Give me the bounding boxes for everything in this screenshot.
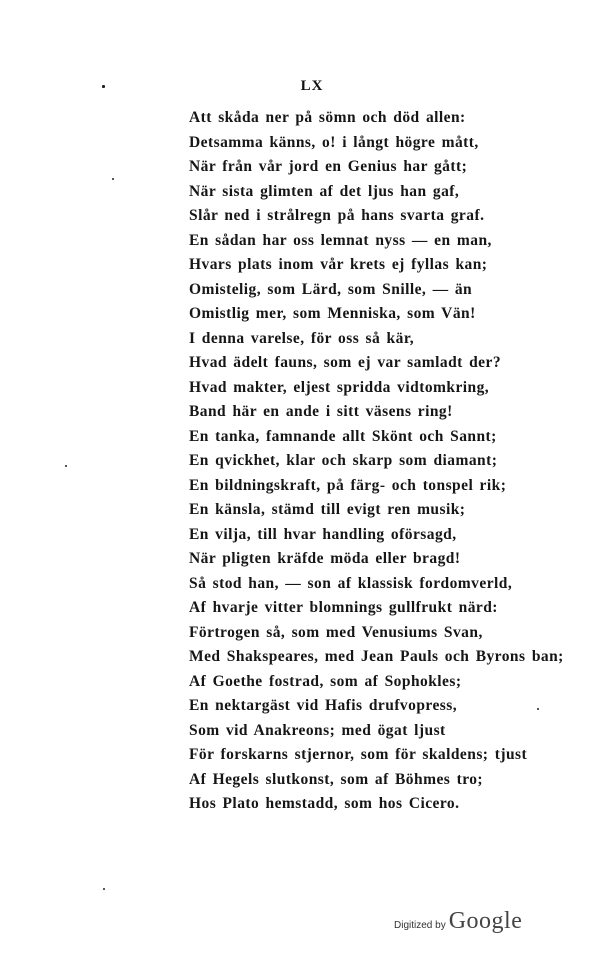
poem-line: När sista glimten af det ljus han gaf, <box>189 182 460 200</box>
poem-line: För forskarns stjernor, som för skaldens; tjust <box>189 746 528 763</box>
poem-line: Med Shakspeares, med Jean Pauls och Byrons ban; <box>189 648 564 665</box>
poem-line: Af Goethe fostrad, som af Sophokles; <box>189 672 462 690</box>
poem-line: Att skåda ner på sömn och död allen: <box>189 109 466 126</box>
poem-line: Hvad ädelt fauns, som ej var samladt der? <box>189 354 502 371</box>
page-number: LX <box>300 78 324 94</box>
poem-line: Som vid Anakreons; med ögat ljust <box>189 721 446 739</box>
poem-line: Omistlig mer, som Menniska, som Vän! <box>189 305 476 322</box>
scan-speck <box>112 178 114 180</box>
poem-line: Hos Plato hemstadd, som hos Cicero. <box>189 795 460 812</box>
poem-line: Slår ned i strålregn på hans svarta graf. <box>189 207 485 224</box>
poem-line: En qvickhet, klar och skarp som diamant; <box>189 452 498 469</box>
google-logo: Google <box>448 908 523 934</box>
poem-line: Hvars plats inom vår krets ej fyllas kan; <box>189 256 488 273</box>
scan-speck <box>537 708 539 710</box>
poem-line: Af hvarje vitter blomnings gullfrukt närd: <box>189 599 498 616</box>
poem-line: Förtrogen så, som med Venusiums Svan, <box>189 623 483 641</box>
scan-speck <box>65 465 67 467</box>
poem-line: En vilja, till hvar handling oförsagd, <box>189 525 457 543</box>
poem-line: En nektargäst vid Hafis drufvopress, <box>189 697 458 714</box>
poem-line: En känsla, stämd till evigt ren musik; <box>189 501 466 518</box>
digitized-label: Digitized by <box>394 920 446 931</box>
poem-line: Band här en ande i sitt väsens ring! <box>189 403 453 420</box>
poem-line: En tanka, famnande allt Skönt och Sannt; <box>189 427 497 445</box>
poem-line: En bildningskraft, på färg- och tonspel rik; <box>189 476 507 494</box>
poem-line: När pligten kräfde möda eller bragd! <box>189 550 461 567</box>
poem-line: När från vår jord en Genius har gått; <box>189 158 468 175</box>
poem-line: Af Hegels slutkonst, som af Böhmes tro; <box>189 770 484 788</box>
poem-line: Detsamma känns, o! i långt högre mått, <box>189 133 479 151</box>
poem-line: Omistelig, som Lärd, som Snille, — än <box>189 280 473 298</box>
poem-line: I denna varelse, för oss så kär, <box>189 329 415 347</box>
digitized-by-google-watermark <box>394 908 522 935</box>
scan-speck <box>103 888 105 890</box>
poem-line: En sådan har oss lemnat nyss — en man, <box>189 231 492 249</box>
poem-line: Så stod han, — son af klassisk fordomverld, <box>189 574 513 592</box>
poem-line: Hvad makter, eljest spridda vidtomkring, <box>189 378 490 396</box>
poem-body <box>189 106 564 817</box>
scan-speck <box>102 85 105 88</box>
